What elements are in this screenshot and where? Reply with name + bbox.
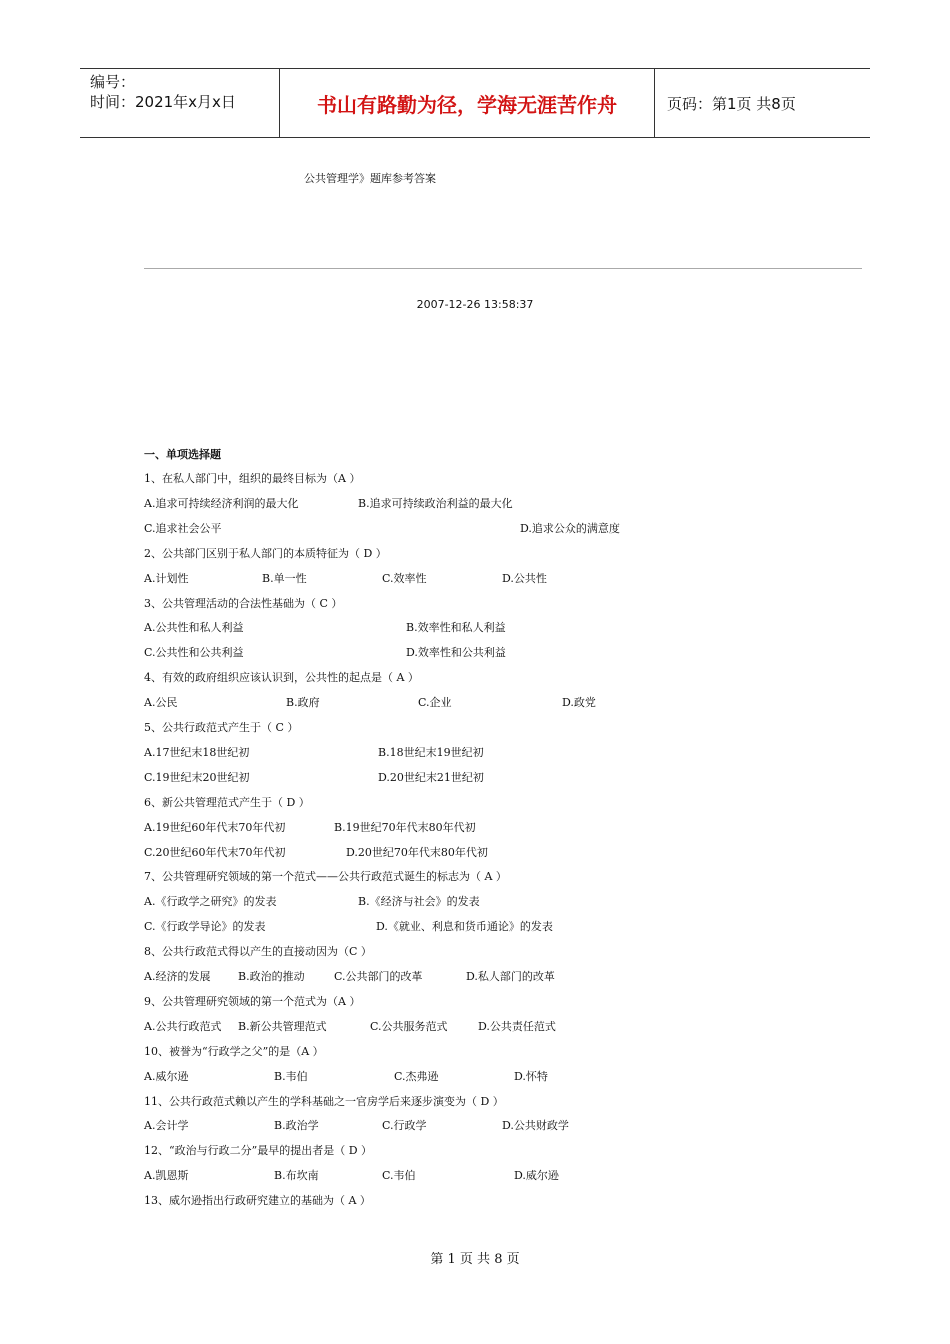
answer-option: B.追求可持续政治利益的最大化 [358, 496, 513, 510]
answer-option: C.效率性 [382, 571, 427, 585]
answer-option: C.19世纪末20世纪初 [144, 770, 250, 784]
answer-option: A.威尔逊 [144, 1069, 189, 1083]
answer-option: C.20世纪60年代末70年代初 [144, 845, 286, 859]
question-text: 2、公共部门区别于私人部门的本质特征为（ D ） [144, 546, 387, 560]
answer-option: C.杰弗逊 [394, 1069, 439, 1083]
answer-option: B.政治的推动 [238, 970, 305, 983]
answer-option: D.效率性和公共利益 [406, 646, 506, 660]
answer-option: C.《行政学导论》的发表 [144, 920, 266, 934]
question-text: 4、有效的政府组织应该认识到，公共性的起点是（ A ） [144, 671, 419, 685]
answer-option: B.新公共管理范式 [238, 1019, 327, 1033]
answer-option: C.追求社会公平 [144, 521, 222, 535]
page-footer: 第 1 页 共 8 页 [430, 1252, 520, 1267]
answer-option: A.19世纪60年代末70年代初 [144, 820, 286, 834]
answer-option: C.行政学 [382, 1119, 427, 1133]
answer-option: D.怀特 [514, 1069, 548, 1083]
question-text: 3、公共管理活动的合法性基础为（ C ） [144, 596, 343, 610]
question-text: 9、公共管理研究领域的第一个范式为（A ） [144, 994, 361, 1008]
question-text: 7、公共管理研究领域的第一个范式——公共行政范式诞生的标志为（ A ） [144, 870, 507, 884]
answer-option: C.公共部门的改革 [334, 970, 423, 983]
answer-option: A.17世纪末18世纪初 [144, 745, 250, 759]
answer-option: D.《就业、利息和货币通论》的发表 [376, 920, 553, 934]
answer-option: D.公共责任范式 [478, 1019, 556, 1033]
divider [144, 268, 862, 269]
answer-option: A.公共行政范式 [144, 1019, 222, 1033]
answer-option: B.单一性 [262, 571, 307, 585]
motto: 书山有路勤为径，学海无涯苦作舟 [280, 69, 655, 137]
question-text: 1、在私人部门中，组织的最终目标为（A ） [144, 472, 361, 485]
answer-option: A.计划性 [144, 571, 189, 585]
answer-option: C.企业 [418, 696, 452, 710]
answer-option: D.私人部门的改革 [466, 970, 555, 983]
answer-option: A.《行政学之研究》的发表 [144, 895, 277, 909]
answer-option: B.政治学 [274, 1119, 319, 1133]
page-header [80, 68, 870, 138]
document-title: 公共管理学》题库参考答案 [304, 172, 436, 185]
header-meta [80, 69, 280, 137]
answer-option: D.公共性 [502, 571, 547, 585]
answer-option: D.政党 [562, 696, 596, 710]
question-text: 13、威尔逊指出行政研究建立的基础为（ A ） [144, 1194, 371, 1208]
question-text: 6、新公共管理范式产生于（ D ） [144, 795, 310, 809]
post-date: 2007-12-26 13:58:37 [416, 298, 534, 311]
question-text: 12、“政治与行政二分”最早的提出者是（ D ） [144, 1144, 373, 1158]
answer-option: A.公民 [144, 696, 178, 710]
answer-option: D.威尔逊 [514, 1169, 559, 1183]
page-info: 页码：第1页 共8页 [667, 94, 796, 113]
answer-option: B.《经济与社会》的发表 [358, 895, 480, 909]
question-text: 5、公共行政范式产生于（ C ） [144, 721, 299, 734]
time-label: 时间：2021年x月x日 [90, 93, 236, 111]
answer-option: B.政府 [286, 696, 320, 710]
answer-option: C.公共性和公共利益 [144, 646, 244, 660]
answer-option: C.韦伯 [382, 1169, 416, 1183]
answer-option: B.布坎南 [274, 1169, 319, 1183]
answer-option: B.19世纪70年代末80年代初 [334, 820, 476, 834]
question-text: 11、公共行政范式赖以产生的学科基础之一官房学后来逐步演变为（ D ） [144, 1094, 504, 1108]
answer-option: B.18世纪末19世纪初 [378, 745, 484, 759]
answer-option: A.会计学 [144, 1119, 189, 1133]
question-text: 10、被誉为“行政学之父”的是（A ） [144, 1044, 324, 1058]
question-text: 8、公共行政范式得以产生的直接动因为（C ） [144, 945, 372, 959]
answer-option: A.凯恩斯 [144, 1169, 189, 1183]
answer-option: A.追求可持续经济利润的最大化 [144, 496, 299, 510]
answer-option: C.公共服务范式 [370, 1019, 448, 1033]
answer-option: D.追求公众的满意度 [520, 521, 620, 535]
section-title: 一、单项选择题 [144, 448, 221, 461]
answer-option: A.公共性和私人利益 [144, 621, 244, 635]
number-label: 编号： [90, 73, 136, 91]
answer-option: D.20世纪70年代末80年代初 [346, 845, 488, 859]
answer-option: D.20世纪末21世纪初 [378, 770, 484, 784]
answer-option: B.韦伯 [274, 1069, 308, 1083]
answer-option: A.经济的发展 [144, 970, 211, 983]
answer-option: D.公共财政学 [502, 1119, 569, 1133]
answer-option: B.效率性和私人利益 [406, 621, 506, 635]
